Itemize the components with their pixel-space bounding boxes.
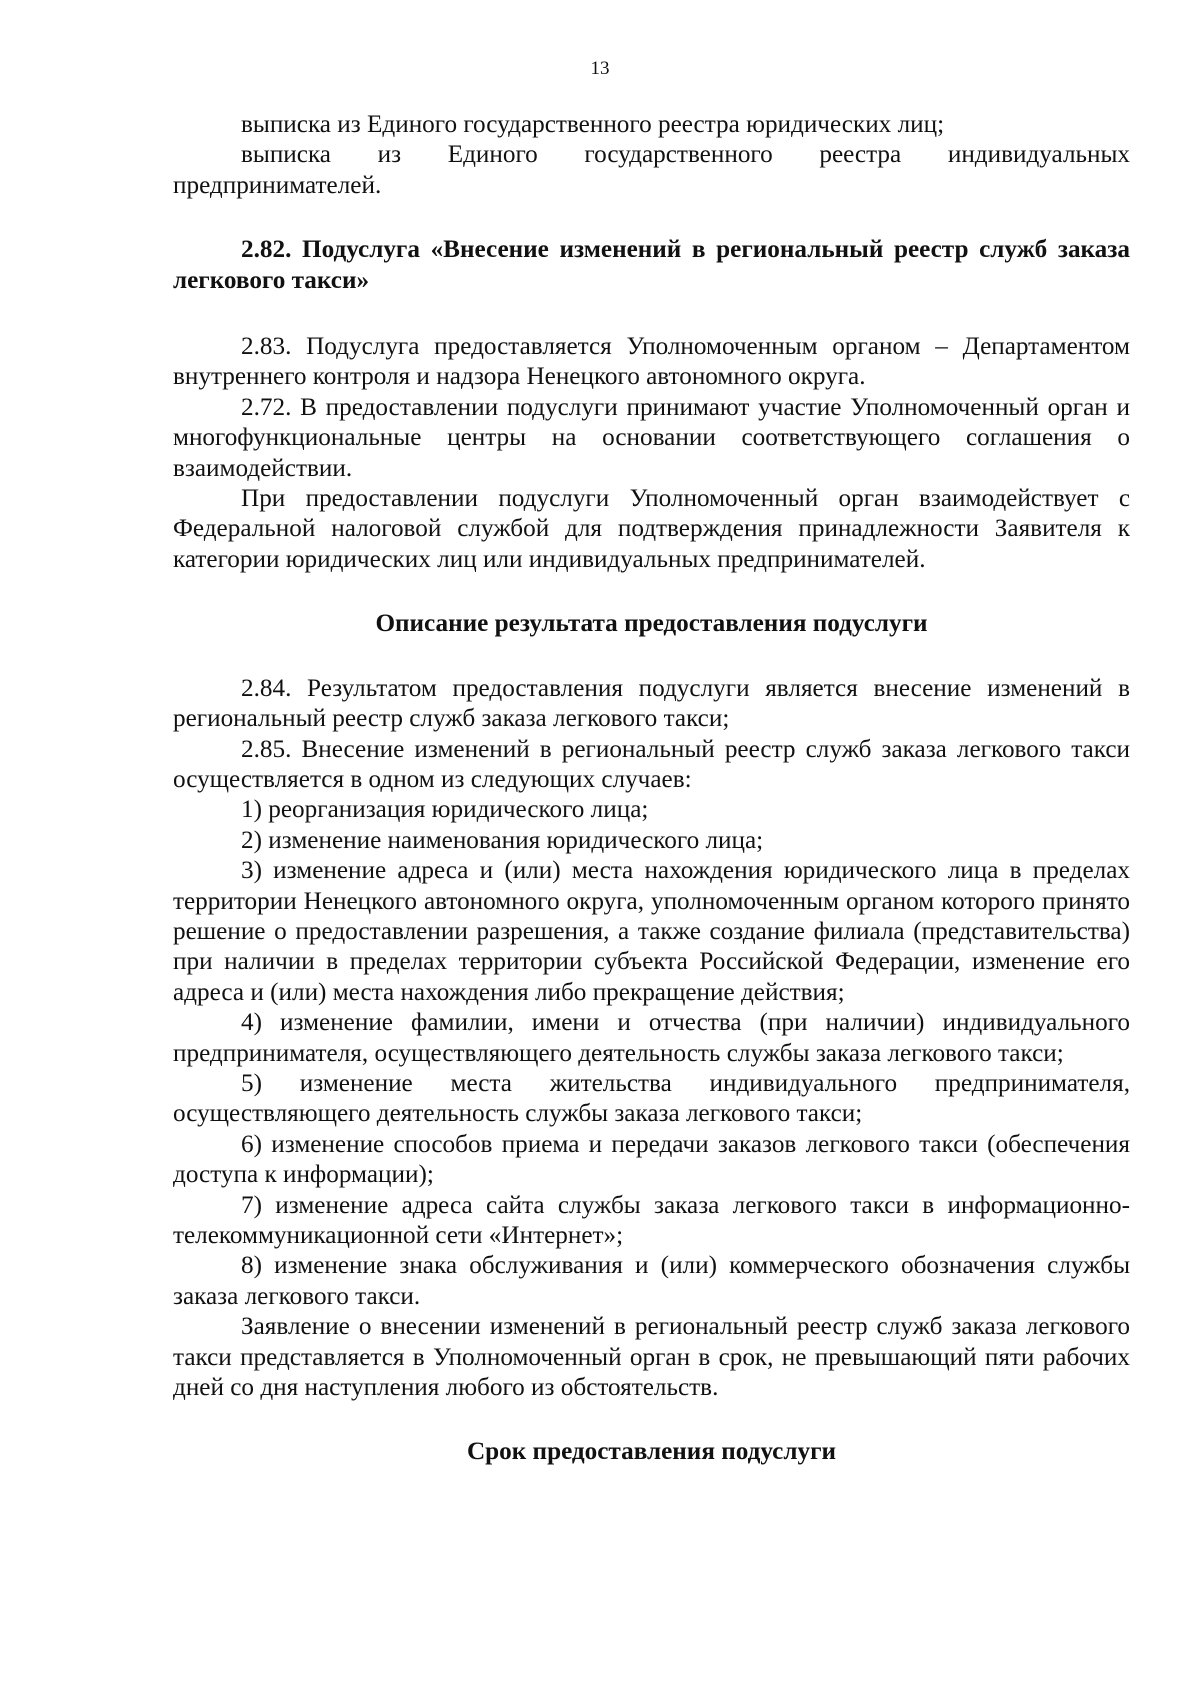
- paragraph-2-72: 2.72. В предоставлении подуслуги принимают участие Уполномоченный орган и многофункциональные центры на основании соответствующего соглашения о взаимодействии.: [173, 393, 1130, 482]
- section-heading-2-82: 2.82. Подуслуга «Внесение изменений в региональный реестр служб заказа легкового такси»: [173, 236, 1130, 294]
- paragraph-2-85: 2.85. Внесение изменений в региональный реестр служб заказа легкового такси осуществляется в одном из следующих случаев:: [173, 735, 1130, 793]
- list-item-5: 5) изменение места жительства индивидуального предпринимателя, осуществляющего деятельность службы заказа легкового такси;: [173, 1069, 1130, 1128]
- paragraph-extract-legal: выписка из Единого государственного реестра юридических лиц;: [241, 111, 945, 138]
- paragraph-2-83: 2.83. Подуслуга предоставляется Уполномоченным органом – Департаментом внутреннего контроля и надзора Ненецкого автономного округа.: [173, 333, 1130, 391]
- list-item-8: 8) изменение знака обслуживания и (или) коммерческого обозначения службы заказа легкового такси.: [173, 1252, 1130, 1310]
- list-item-3: 3) изменение адреса и (или) места нахождения юридического лица в пределах территории Ненецкого автономного округа, уполномоченным органом которого принято решение о предоставлении разрешения, а также создание филиала (представительства) при наличии в пределах территории субъекта Российской Федерации, изменение его адреса и (или) места нахождения либо прекращение действия;: [173, 857, 1130, 1006]
- paragraph-application: Заявление о внесении изменений в региональный реестр служб заказа легкового такси представляется в Уполномоченный орган в срок, не превышающий пяти рабочих дней со дня наступления любого из обстоятельств.: [173, 1313, 1130, 1402]
- list-item-4: 4) изменение фамилии, имени и отчества (при наличии) индивидуального предпринимателя, осуществляющего деятельность службы заказа легкового такси;: [173, 1009, 1130, 1067]
- list-item-6: 6) изменение способов приема и передачи заказов легкового такси (обеспечения доступа к информации);: [173, 1130, 1130, 1189]
- section-heading-result: Описание результата предоставления подуслуги: [375, 610, 928, 638]
- list-item-7: 7) изменение адреса сайта службы заказа легкового такси в информационно-телекоммуникационной сети «Интернет»;: [173, 1191, 1130, 1249]
- page-number: 13: [590, 58, 610, 79]
- paragraph-interaction: При предоставлении подуслуги Уполномоченный орган взаимодействует с Федеральной налоговой службой для подтверждения принадлежности Заявителя к категории юридических лиц или индивидуальных предпринимателей.: [173, 485, 1130, 573]
- paragraph-extract-entrepreneurs: выписка из Единого государственного реестра индивидуальных предпринимателей.: [173, 141, 1130, 199]
- list-item-2: 2) изменение наименования юридического лица;: [241, 826, 764, 854]
- document-body: [173, 110, 1130, 1468]
- section-heading-term: Срок предоставления подуслуги: [466, 1438, 837, 1466]
- list-item-1: 1) реорганизация юридического лица;: [241, 796, 649, 824]
- paragraph-2-84: 2.84. Результатом предоставления подуслуги является внесение изменений в региональный реестр служб заказа легкового такси;: [173, 674, 1130, 733]
